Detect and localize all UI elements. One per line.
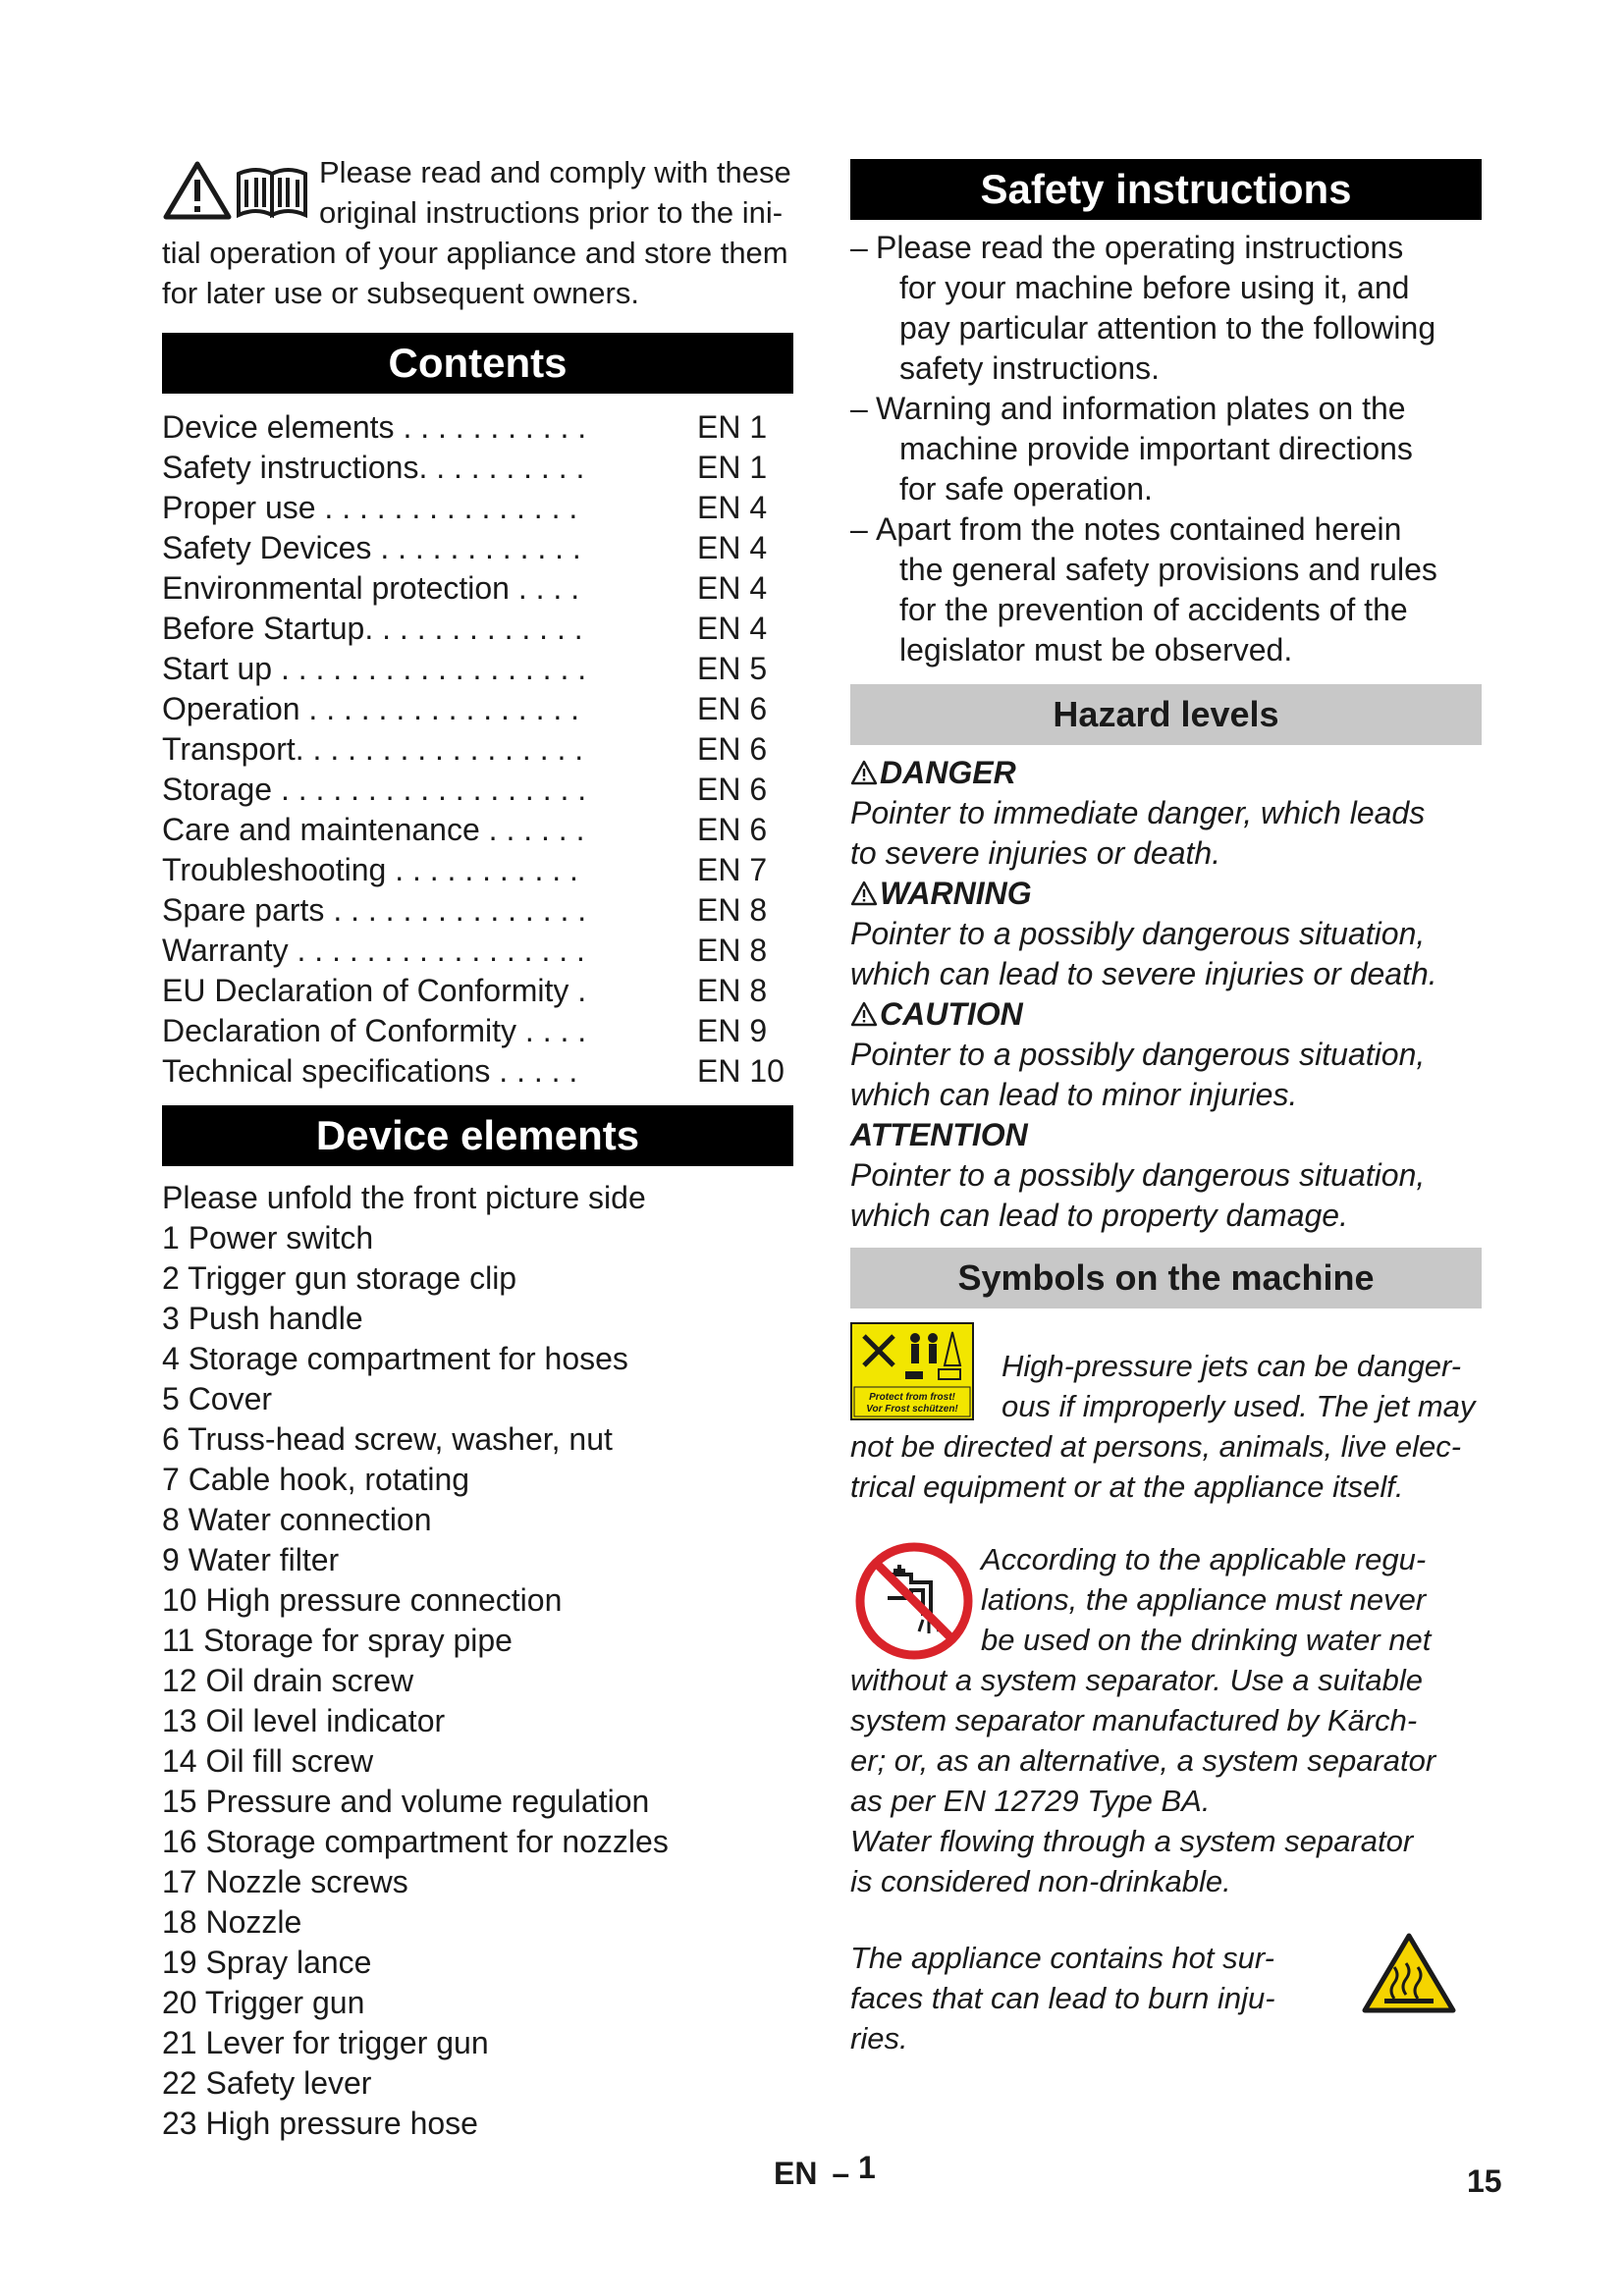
warning-triangle-icon [850, 760, 878, 785]
safety-bullet-line: for your machine before using it, and [899, 270, 1410, 305]
intro-line: Please read and comply with these [319, 155, 791, 189]
warning-triangle-icon [166, 164, 229, 217]
footer-lang: EN [774, 2156, 818, 2191]
toc-entry-page: EN 6 [697, 731, 768, 767]
intro-line: original instructions prior to the ini- [319, 195, 784, 230]
toc-entry-title: EU Declaration of Conformity . [162, 973, 587, 1008]
toc-entry [162, 890, 793, 931]
symbols-heading: Symbols on the machine [850, 1248, 1482, 1308]
bullet-dash: – [850, 391, 868, 426]
device-element-item: 10 High pressure connection [162, 1582, 563, 1618]
toc-entry-page: EN 10 [697, 1053, 785, 1089]
toc-entry-title: Technical specifications . . . . . [162, 1053, 578, 1089]
device-element-item: 22 Safety lever [162, 2065, 372, 2101]
intro-line: tial operation of your appliance and store them [162, 236, 788, 270]
device-element-item: 2 Trigger gun storage clip [162, 1260, 517, 1296]
toc-entry-title: Operation . . . . . . . . . . . . . . . . [162, 691, 580, 726]
toc-entry-page: EN 8 [697, 892, 768, 928]
safety-bullet-line: safety instructions. [899, 350, 1160, 386]
hazard-level-description: Pointer to a possibly dangerous situation, [850, 1157, 1426, 1193]
open-book-icon [239, 170, 305, 215]
safety-bullet-line: Apart from the notes contained herein [876, 511, 1402, 547]
water-text-line: be used on the drinking water net [981, 1623, 1432, 1657]
hazard-level-label [850, 994, 1482, 1035]
device-element-item: 9 Water filter [162, 1542, 340, 1577]
hazard-level-description: which can lead to minor injuries. [850, 1077, 1298, 1112]
drinking-water-block [850, 1535, 1482, 1938]
toc-entry-page: EN 1 [697, 450, 768, 485]
toc-entry-title: Safety Devices . . . . . . . . . . . . [162, 530, 581, 565]
toc-entry-title: Warranty . . . . . . . . . . . . . . . . . [162, 933, 585, 968]
jet-text-line: not be directed at persons, animals, live elec- [850, 1429, 1462, 1464]
device-element-item: 7 Cable hook, rotating [162, 1462, 470, 1497]
toc-entry [162, 1051, 793, 1092]
device-element-item: 6 Truss-head screw, washer, nut [162, 1421, 613, 1457]
device-element-item: 13 Oil level indicator [162, 1703, 446, 1738]
hot-surface-block [850, 1938, 1482, 2075]
hazard-level-description: which can lead to property damage. [850, 1198, 1348, 1233]
bullet-dash: – [850, 511, 868, 547]
intro-notice [162, 152, 793, 313]
device-element-item: 14 Oil fill screw [162, 1743, 374, 1779]
hazard-level-label [850, 874, 1482, 914]
toc-entry-page: EN 6 [697, 772, 768, 807]
jet-text-line: trical equipment or at the appliance itself. [850, 1469, 1404, 1504]
toc-entry-title: Declaration of Conformity . . . . [162, 1013, 587, 1048]
hazard-levels-list [850, 753, 1482, 1236]
warning-triangle-icon [850, 1001, 878, 1027]
safety-bullet-line: machine provide important directions [899, 431, 1413, 466]
device-element-item: 15 Pressure and volume regulation [162, 1784, 650, 1819]
toc-entry [162, 729, 793, 770]
water-text-line: According to the applicable regu- [981, 1542, 1427, 1576]
no-jet-at-persons-icon [850, 1322, 974, 1420]
toc-entry [162, 850, 793, 890]
intro-line: for later use or subsequent owners. [162, 276, 639, 310]
toc-entry-page: EN 1 [697, 409, 768, 445]
toc-entry-title: Care and maintenance . . . . . . [162, 812, 585, 847]
water-text-line: is considered non-drinkable. [850, 1864, 1231, 1898]
no-drinking-water-connection-icon [854, 1541, 974, 1661]
device-element-item: 23 High pressure hose [162, 2106, 478, 2141]
toc-entry-page: EN 9 [697, 1013, 768, 1048]
water-text-line: without a system separator. Use a suitable [850, 1663, 1423, 1697]
toc-entry-page: EN 4 [697, 570, 768, 606]
hazard-levels-heading: Hazard levels [850, 684, 1482, 745]
toc-entry-page: EN 6 [697, 812, 768, 847]
device-element-item: 11 Storage for spray pipe [162, 1623, 513, 1658]
page-number: 15 [1467, 2163, 1502, 2199]
device-elements-intro: Please unfold the front picture side [162, 1180, 646, 1215]
device-element-item: 12 Oil drain screw [162, 1663, 414, 1698]
hazard-level-name: ATTENTION [850, 1117, 1028, 1152]
toc-entry-page: EN 6 [697, 691, 768, 726]
toc-entry-title: Environmental protection . . . . [162, 570, 580, 606]
toc-entry-title: Spare parts . . . . . . . . . . . . . . . [162, 892, 587, 928]
hazard-level-description: Pointer to a possibly dangerous situation, [850, 916, 1426, 951]
toc-entry [162, 649, 793, 689]
device-element-item: 16 Storage compartment for nozzles [162, 1824, 669, 1859]
toc-entry [162, 407, 793, 448]
toc-entry-page: EN 4 [697, 611, 768, 646]
safety-instructions-heading: Safety instructions [850, 159, 1482, 220]
left-column [162, 152, 793, 2144]
safety-bullet-line: legislator must be observed. [899, 632, 1293, 667]
hazard-level-description: Pointer to immediate danger, which leads [850, 795, 1426, 830]
hazard-level-description: to severe injuries or death. [850, 835, 1221, 871]
toc-entry [162, 1011, 793, 1051]
hazard-level-name: CAUTION [880, 996, 1023, 1032]
table-of-contents [162, 407, 793, 1092]
toc-entry-page: EN 8 [697, 973, 768, 1008]
toc-entry [162, 971, 793, 1011]
footer-dash: – [832, 2156, 850, 2191]
device-element-item: 19 Spray lance [162, 1945, 372, 1980]
hazard-level-label [850, 1115, 1482, 1155]
hot-text-line: ries. [850, 2021, 908, 2056]
warning-triangle-icon [850, 881, 878, 906]
toc-entry [162, 528, 793, 568]
toc-entry [162, 931, 793, 971]
toc-entry-title: Safety instructions. . . . . . . . . . [162, 450, 585, 485]
hazard-level-name: WARNING [880, 876, 1032, 911]
device-element-item: 5 Cover [162, 1381, 273, 1416]
toc-entry-page: EN 5 [697, 651, 768, 686]
safety-bullet-line: the general safety provisions and rules [899, 552, 1437, 587]
right-column [850, 159, 1482, 2075]
safety-bullet [850, 509, 1482, 670]
toc-entry-title: Storage . . . . . . . . . . . . . . . . . . [162, 772, 587, 807]
read-manual-icon [162, 156, 309, 225]
footer-section-page: 1 [858, 2150, 876, 2185]
water-text-line: Water flowing through a system separator [850, 1824, 1414, 1858]
toc-entry-title: Troubleshooting . . . . . . . . . . . [162, 852, 578, 887]
jet-text-line: ous if improperly used. The jet may [1001, 1389, 1476, 1423]
device-element-item: 17 Nozzle screws [162, 1864, 408, 1899]
hot-surface-icon [1361, 1930, 1457, 2016]
safety-bullet-line: Please read the operating instructions [876, 230, 1404, 265]
jet-text-line: High-pressure jets can be danger- [1001, 1349, 1462, 1383]
hazard-level-description: which can lead to severe injuries or death. [850, 956, 1437, 991]
safety-bullet-line: for the prevention of accidents of the [899, 592, 1408, 627]
toc-entry-title: Device elements . . . . . . . . . . . [162, 409, 587, 445]
toc-entry [162, 488, 793, 528]
safety-instructions-list [850, 228, 1482, 670]
toc-entry [162, 609, 793, 649]
device-element-item: 8 Water connection [162, 1502, 432, 1537]
hot-text-line: faces that can lead to burn inju- [850, 1981, 1275, 2015]
device-element-item: 20 Trigger gun [162, 1985, 365, 2020]
toc-entry [162, 448, 793, 488]
hazard-level-label [850, 753, 1482, 793]
toc-entry [162, 689, 793, 729]
device-elements-list [162, 1178, 793, 2144]
jet-label-line: Protect from frost! [869, 1392, 955, 1403]
toc-entry [162, 568, 793, 609]
device-element-item: 4 Storage compartment for hoses [162, 1341, 628, 1376]
device-element-item: 1 Power switch [162, 1220, 374, 1255]
device-element-item: 18 Nozzle [162, 1904, 302, 1940]
toc-entry [162, 810, 793, 850]
safety-bullet-line: for safe operation. [899, 471, 1153, 507]
water-text-line: system separator manufactured by Kärch- [850, 1703, 1418, 1737]
toc-entry-title: Proper use . . . . . . . . . . . . . . . [162, 490, 578, 525]
hot-text-line: The appliance contains hot sur- [850, 1941, 1274, 1975]
toc-entry-page: EN 4 [697, 490, 768, 525]
hazard-level-name: DANGER [880, 755, 1016, 790]
toc-entry-page: EN 4 [697, 530, 768, 565]
device-element-item: 3 Push handle [162, 1301, 363, 1336]
jet-label-line: Vor Frost schützen! [866, 1404, 958, 1415]
bullet-dash: – [850, 230, 868, 265]
toc-entry-title: Transport. . . . . . . . . . . . . . . . . [162, 731, 584, 767]
water-text-line: er; or, as an alternative, a system separator [850, 1743, 1436, 1778]
device-element-item: 21 Lever for trigger gun [162, 2025, 489, 2060]
toc-entry-title: Start up . . . . . . . . . . . . . . . . . . [162, 651, 587, 686]
toc-entry-page: EN 8 [697, 933, 768, 968]
safety-bullet [850, 389, 1482, 509]
water-text-line: lations, the appliance must never [981, 1582, 1427, 1617]
toc-entry [162, 770, 793, 810]
toc-entry-title: Before Startup. . . . . . . . . . . . . [162, 611, 583, 646]
device-elements-heading: Device elements [162, 1105, 793, 1166]
safety-bullet [850, 228, 1482, 389]
jet-warning-block [850, 1322, 1482, 1523]
safety-bullet-line: Warning and information plates on the [876, 391, 1406, 426]
footer-page-label [774, 2150, 876, 2192]
water-text-line: as per EN 12729 Type BA. [850, 1784, 1211, 1818]
hazard-level-description: Pointer to a possibly dangerous situation, [850, 1037, 1426, 1072]
safety-bullet-line: pay particular attention to the following [899, 310, 1436, 346]
contents-heading: Contents [162, 333, 793, 394]
toc-entry-page: EN 7 [697, 852, 768, 887]
